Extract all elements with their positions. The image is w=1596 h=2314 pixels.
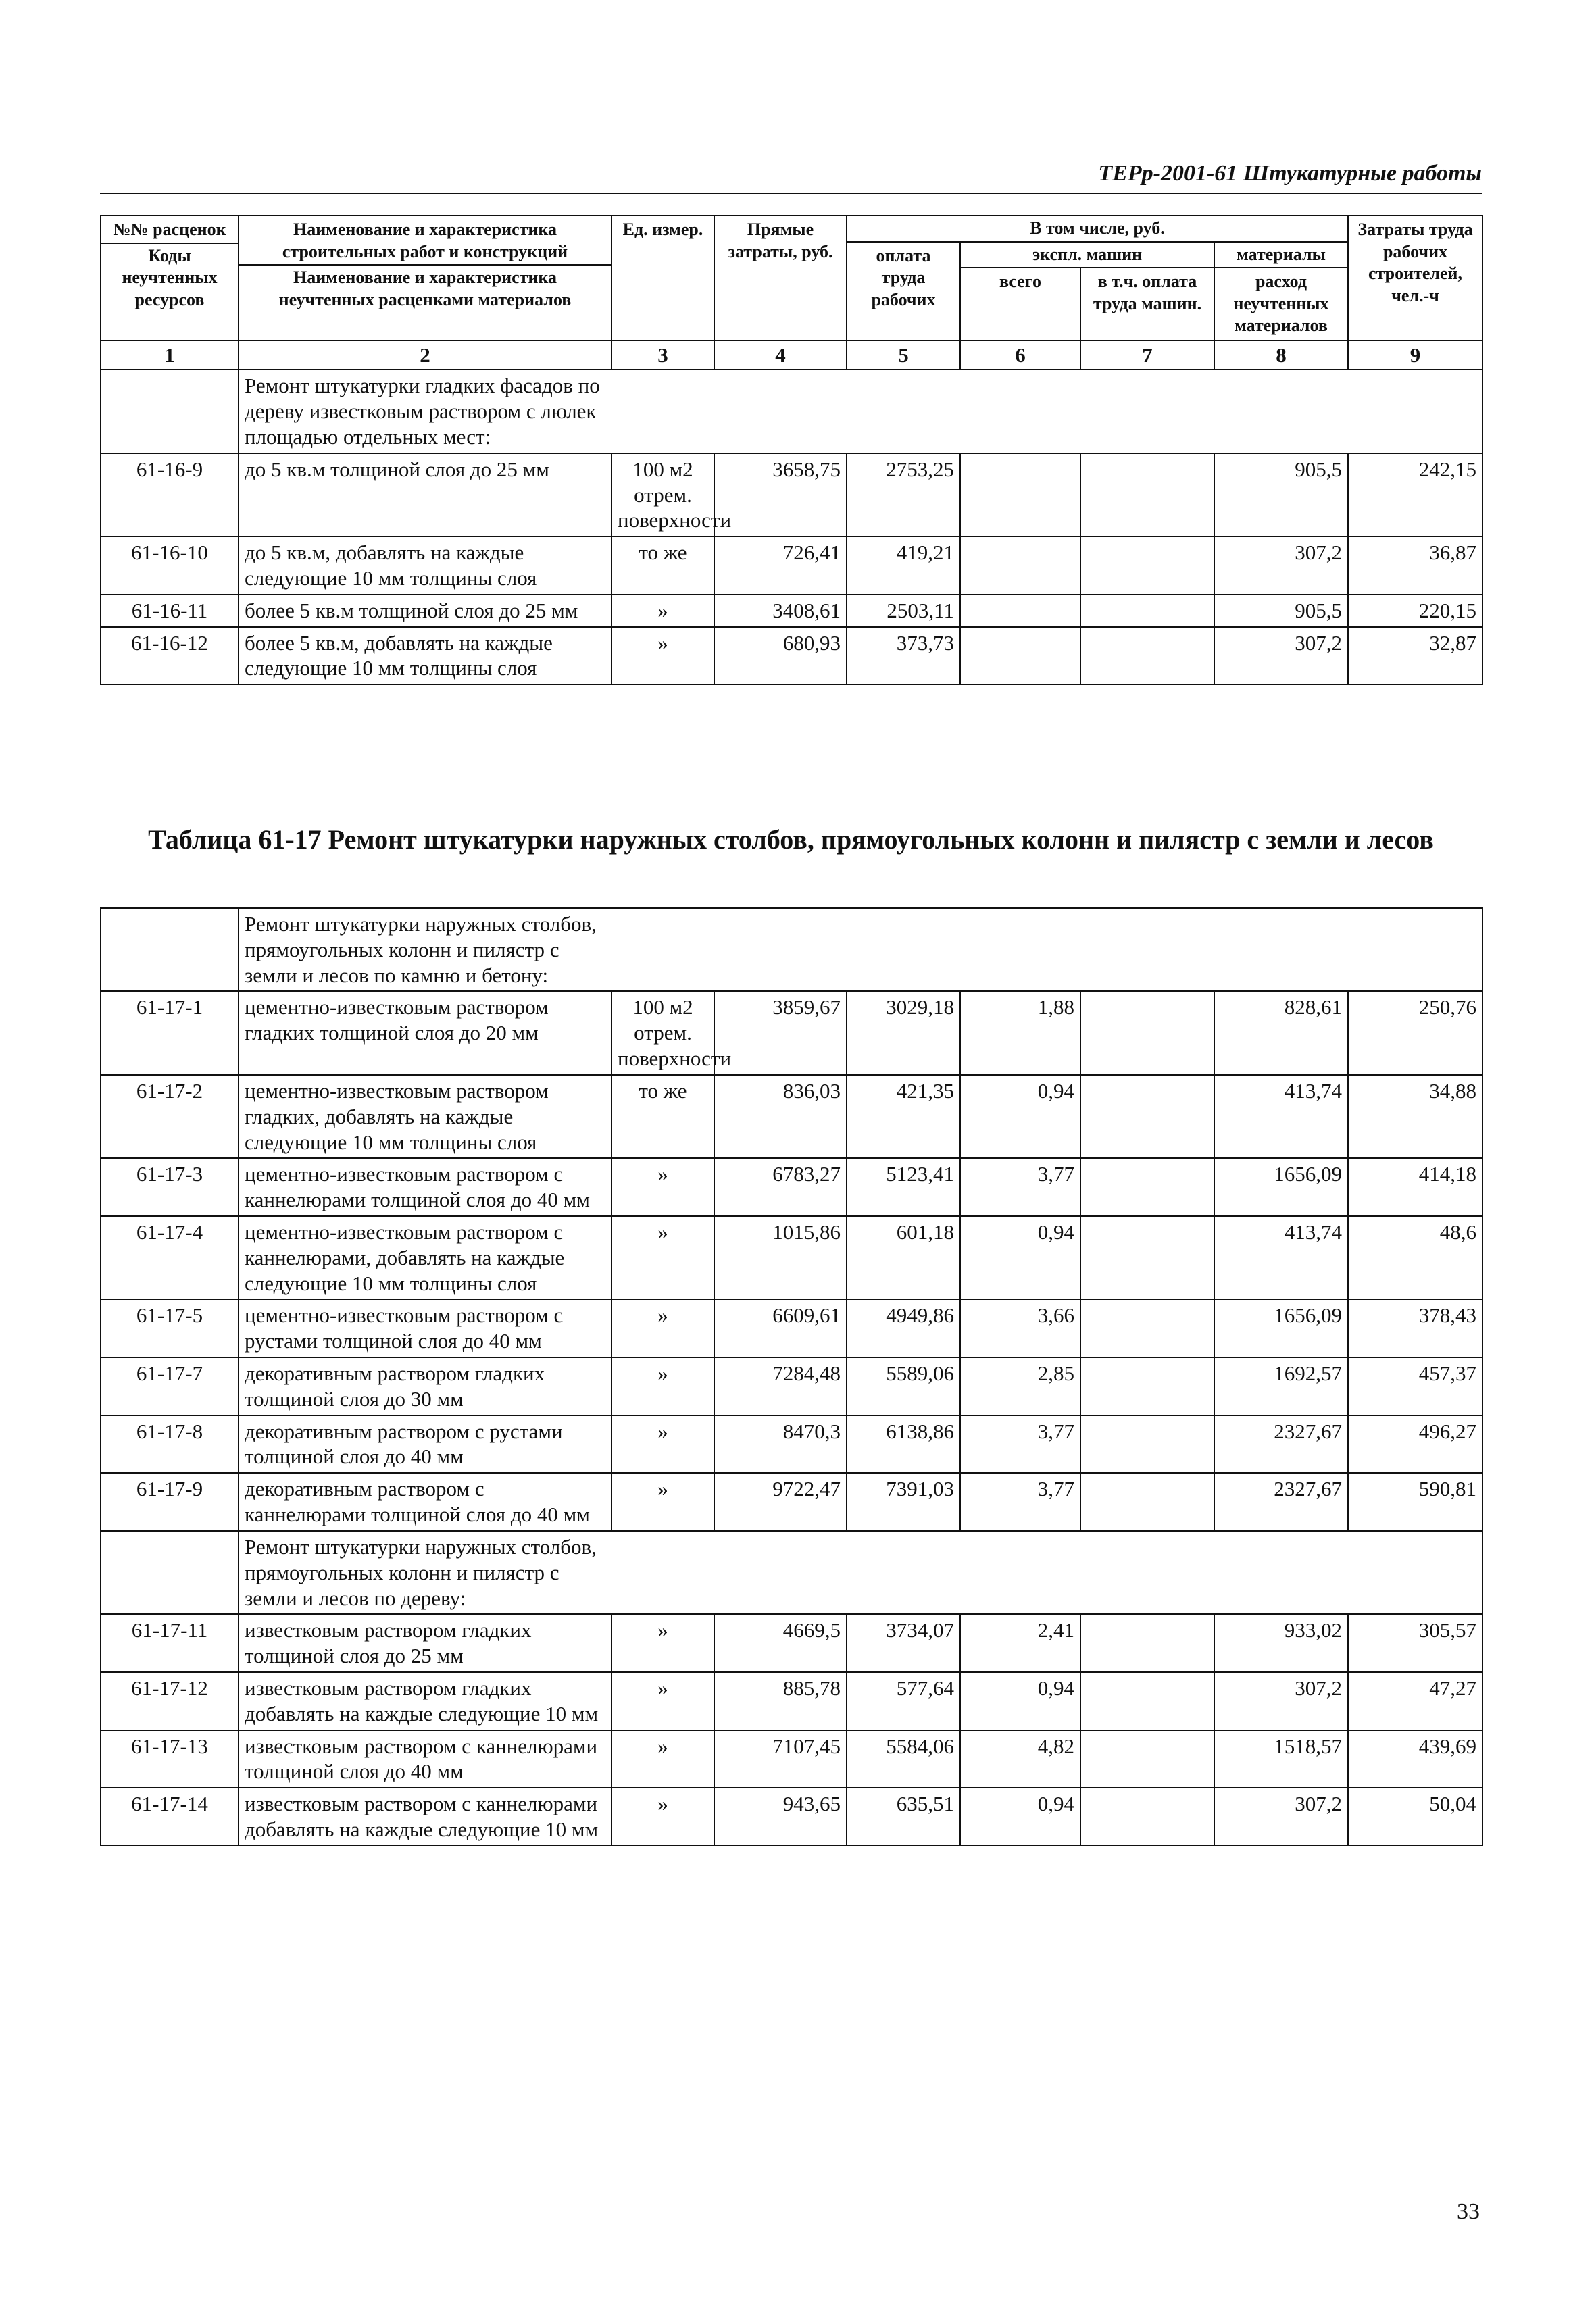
column-number: 4 xyxy=(714,341,847,370)
running-header: ТЕРр-2001-61 Штукатурные работы xyxy=(1098,161,1482,186)
column-number: 8 xyxy=(1214,341,1348,370)
table-row xyxy=(101,991,1482,1074)
column-number: 6 xyxy=(960,341,1080,370)
labor-hours: 36,87 xyxy=(1348,536,1482,595)
table-row xyxy=(101,1075,1482,1158)
column-number: 9 xyxy=(1348,341,1482,370)
rate-code: 61-17-9 xyxy=(101,1473,239,1531)
col-header-materials-unaccounted: расход неучтенных материалов xyxy=(1214,268,1348,341)
materials: 413,74 xyxy=(1214,1216,1348,1299)
unit: » xyxy=(612,595,714,627)
table-header xyxy=(101,216,1482,370)
page-number: 33 xyxy=(1457,2199,1480,2224)
machines-labor xyxy=(1080,991,1214,1074)
rate-code: 61-16-9 xyxy=(101,453,239,536)
work-name: до 5 кв.м, добавлять на каждые следующие 10 мм толщины слоя xyxy=(239,536,612,595)
direct-cost: 836,03 xyxy=(714,1075,847,1158)
machines-labor xyxy=(1080,595,1214,627)
machines-labor xyxy=(1080,1473,1214,1531)
work-name: цементно-известковым раствором с каннелюрами толщиной слоя до 40 мм xyxy=(239,1158,612,1216)
rate-code: 61-17-5 xyxy=(101,1299,239,1357)
table-row xyxy=(101,1216,1482,1299)
table-row xyxy=(101,1357,1482,1415)
col-header-machines-labor: в т.ч. оплата труда машин. xyxy=(1080,268,1214,341)
rate-code: 61-17-1 xyxy=(101,991,239,1074)
labor-pay: 601,18 xyxy=(847,1216,960,1299)
unit: » xyxy=(612,1672,714,1730)
materials: 2327,67 xyxy=(1214,1415,1348,1474)
machines-labor xyxy=(1080,1216,1214,1299)
labor-hours: 47,27 xyxy=(1348,1672,1482,1730)
direct-cost: 6783,27 xyxy=(714,1158,847,1216)
column-number: 5 xyxy=(847,341,960,370)
machines-total: 0,94 xyxy=(960,1075,1080,1158)
materials: 413,74 xyxy=(1214,1075,1348,1158)
table-row xyxy=(101,1158,1482,1216)
machines-total: 0,94 xyxy=(960,1216,1080,1299)
machines-total: 4,82 xyxy=(960,1730,1080,1788)
labor-hours: 220,15 xyxy=(1348,595,1482,627)
labor-pay: 577,64 xyxy=(847,1672,960,1730)
labor-pay: 6138,86 xyxy=(847,1415,960,1474)
labor-hours: 590,81 xyxy=(1348,1473,1482,1531)
machines-labor xyxy=(1080,1672,1214,1730)
table-row xyxy=(101,536,1482,595)
machines-total xyxy=(960,627,1080,685)
machines-total: 1,88 xyxy=(960,991,1080,1074)
machines-labor xyxy=(1080,536,1214,595)
direct-cost: 885,78 xyxy=(714,1672,847,1730)
rate-code: 61-16-10 xyxy=(101,536,239,595)
direct-cost: 680,93 xyxy=(714,627,847,685)
direct-cost: 9722,47 xyxy=(714,1473,847,1531)
machines-labor xyxy=(1080,1415,1214,1474)
table-row xyxy=(101,1299,1482,1357)
labor-hours: 439,69 xyxy=(1348,1730,1482,1788)
labor-pay: 5589,06 xyxy=(847,1357,960,1415)
labor-pay: 5123,41 xyxy=(847,1158,960,1216)
table-row xyxy=(101,1415,1482,1474)
col-header-machines: экспл. машин xyxy=(960,242,1214,268)
machines-labor xyxy=(1080,1788,1214,1846)
col-header-direct-cost: Прямые затраты, руб. xyxy=(714,216,847,341)
machines-labor xyxy=(1080,1614,1214,1672)
machines-labor xyxy=(1080,1158,1214,1216)
column-number: 7 xyxy=(1080,341,1214,370)
direct-cost: 1015,86 xyxy=(714,1216,847,1299)
column-number: 3 xyxy=(612,341,714,370)
section-title: Ремонт штукатурки гладких фасадов по дереву известковым раствором с люлек площадью отдельных мест: xyxy=(245,374,600,449)
rate-code: 61-17-12 xyxy=(101,1672,239,1730)
work-name: цементно-известковым раствором с каннелюрами, добавлять на каждые следующие 10 мм толщины слоя xyxy=(239,1216,612,1299)
direct-cost: 726,41 xyxy=(714,536,847,595)
unit: » xyxy=(612,1158,714,1216)
col-header-group: В том числе, руб. xyxy=(847,216,1348,242)
col-header-material-name: Наименование и характеристика неучтенных расценками материалов xyxy=(278,268,572,309)
machines-total: 2,41 xyxy=(960,1614,1080,1672)
machines-total: 3,66 xyxy=(960,1299,1080,1357)
table-row xyxy=(101,595,1482,627)
unit: » xyxy=(612,1730,714,1788)
column-number: 2 xyxy=(239,341,612,370)
col-header-rate-number: №№ расценок xyxy=(101,219,238,244)
unit: » xyxy=(612,1415,714,1474)
section-row xyxy=(101,908,1482,991)
direct-cost: 3859,67 xyxy=(714,991,847,1074)
labor-pay: 4949,86 xyxy=(847,1299,960,1357)
machines-total xyxy=(960,595,1080,627)
col-header-labor-hours: Затраты труда рабочих строителей, чел.-ч xyxy=(1348,216,1482,341)
labor-hours: 32,87 xyxy=(1348,627,1482,685)
direct-cost: 3658,75 xyxy=(714,453,847,536)
rates-table-61-16 xyxy=(100,215,1483,685)
table-caption: Таблица 61-17 Ремонт штукатурки наружных столбов, прямоугольных колонн и пилястр с земли и лесов xyxy=(148,824,1434,855)
rates-table-61-17 xyxy=(100,907,1483,1846)
materials: 2327,67 xyxy=(1214,1473,1348,1531)
work-name: цементно-известковым раствором с рустами толщиной слоя до 40 мм xyxy=(239,1299,612,1357)
table-row xyxy=(101,1730,1482,1788)
machines-total xyxy=(960,453,1080,536)
labor-hours: 250,76 xyxy=(1348,991,1482,1074)
machines-labor xyxy=(1080,453,1214,536)
materials: 307,2 xyxy=(1214,1672,1348,1730)
materials: 905,5 xyxy=(1214,453,1348,536)
machines-total: 0,94 xyxy=(960,1672,1080,1730)
section-title: Ремонт штукатурки наружных столбов, прямоугольных колонн и пилястр с земли и лесов по дереву: xyxy=(245,1534,597,1610)
machines-total: 3,77 xyxy=(960,1473,1080,1531)
labor-pay: 7391,03 xyxy=(847,1473,960,1531)
unit: » xyxy=(612,1216,714,1299)
labor-pay: 2753,25 xyxy=(847,453,960,536)
unit: 100 м2 отрем. поверхности xyxy=(612,453,714,536)
labor-hours: 34,88 xyxy=(1348,1075,1482,1158)
labor-pay: 635,51 xyxy=(847,1788,960,1846)
table-row xyxy=(101,1788,1482,1846)
direct-cost: 7284,48 xyxy=(714,1357,847,1415)
table-row xyxy=(101,627,1482,685)
materials: 933,02 xyxy=(1214,1614,1348,1672)
rate-code: 61-16-11 xyxy=(101,595,239,627)
unit: » xyxy=(612,1299,714,1357)
column-number-row xyxy=(101,341,1482,370)
materials: 1692,57 xyxy=(1214,1357,1348,1415)
labor-hours: 414,18 xyxy=(1348,1158,1482,1216)
materials: 307,2 xyxy=(1214,536,1348,595)
section-row xyxy=(101,370,1482,453)
machines-total xyxy=(960,536,1080,595)
rate-code: 61-17-3 xyxy=(101,1158,239,1216)
direct-cost: 7107,45 xyxy=(714,1730,847,1788)
labor-hours: 378,43 xyxy=(1348,1299,1482,1357)
unit: то же xyxy=(612,536,714,595)
unit: » xyxy=(612,1357,714,1415)
work-name: известковым раствором с каннелюрами добавлять на каждые следующие 10 мм xyxy=(239,1788,612,1846)
labor-pay: 2503,11 xyxy=(847,595,960,627)
col-header-work-name: Наименование и характеристика строительных работ и конструкций xyxy=(239,219,611,266)
machines-labor xyxy=(1080,1357,1214,1415)
col-header-unit: Ед. измер. xyxy=(612,216,714,341)
labor-pay: 3734,07 xyxy=(847,1614,960,1672)
table-row xyxy=(101,453,1482,536)
table-row xyxy=(101,1672,1482,1730)
unit: » xyxy=(612,627,714,685)
col-header-materials: материалы xyxy=(1214,242,1348,268)
unit: » xyxy=(612,1614,714,1672)
machines-total: 3,77 xyxy=(960,1158,1080,1216)
unit: » xyxy=(612,1473,714,1531)
rate-code: 61-17-11 xyxy=(101,1614,239,1672)
labor-hours: 496,27 xyxy=(1348,1415,1482,1474)
machines-total: 2,85 xyxy=(960,1357,1080,1415)
work-name: декоративным раствором с рустами толщиной слоя до 40 мм xyxy=(239,1415,612,1474)
machines-labor xyxy=(1080,1730,1214,1788)
work-name: до 5 кв.м толщиной слоя до 25 мм xyxy=(239,453,612,536)
labor-hours: 50,04 xyxy=(1348,1788,1482,1846)
materials: 307,2 xyxy=(1214,627,1348,685)
direct-cost: 8470,3 xyxy=(714,1415,847,1474)
direct-cost: 4669,5 xyxy=(714,1614,847,1672)
work-name: более 5 кв.м толщиной слоя до 25 мм xyxy=(239,595,612,627)
labor-pay: 373,73 xyxy=(847,627,960,685)
materials: 1656,09 xyxy=(1214,1299,1348,1357)
materials: 905,5 xyxy=(1214,595,1348,627)
col-header-name xyxy=(239,216,612,341)
direct-cost: 3408,61 xyxy=(714,595,847,627)
rate-code: 61-17-7 xyxy=(101,1357,239,1415)
machines-labor xyxy=(1080,1075,1214,1158)
rate-code: 61-17-13 xyxy=(101,1730,239,1788)
work-name: декоративным раствором с каннелюрами толщиной слоя до 40 мм xyxy=(239,1473,612,1531)
machines-labor xyxy=(1080,1299,1214,1357)
unit: 100 м2 отрем. поверхности xyxy=(612,991,714,1074)
rate-code: 61-17-4 xyxy=(101,1216,239,1299)
col-header-resource-codes: Коды неучтенных ресурсов xyxy=(122,245,218,309)
col-header-codes xyxy=(101,216,239,341)
col-header-machines-total: всего xyxy=(960,268,1080,341)
rate-code: 61-16-12 xyxy=(101,627,239,685)
machines-total: 3,77 xyxy=(960,1415,1080,1474)
labor-hours: 48,6 xyxy=(1348,1216,1482,1299)
col-header-labor-pay: оплата труда рабочих xyxy=(847,242,960,341)
direct-cost: 943,65 xyxy=(714,1788,847,1846)
labor-hours: 242,15 xyxy=(1348,453,1482,536)
work-name: известковым раствором с каннелюрами толщиной слоя до 40 мм xyxy=(239,1730,612,1788)
unit: » xyxy=(612,1788,714,1846)
materials: 307,2 xyxy=(1214,1788,1348,1846)
rate-code: 61-17-14 xyxy=(101,1788,239,1846)
materials: 1518,57 xyxy=(1214,1730,1348,1788)
section-title: Ремонт штукатурки наружных столбов, прямоугольных колонн и пилястр с земли и лесов по камню и бетону: xyxy=(245,912,597,987)
section-row xyxy=(101,1531,1482,1614)
header-rule xyxy=(100,193,1482,194)
work-name: известковым раствором гладких толщиной слоя до 25 мм xyxy=(239,1614,612,1672)
labor-pay: 3029,18 xyxy=(847,991,960,1074)
work-name: декоративным раствором гладких толщиной слоя до 30 мм xyxy=(239,1357,612,1415)
materials: 1656,09 xyxy=(1214,1158,1348,1216)
table-row xyxy=(101,1473,1482,1531)
work-name: цементно-известковым раствором гладких толщиной слоя до 20 мм xyxy=(239,991,612,1074)
labor-hours: 457,37 xyxy=(1348,1357,1482,1415)
work-name: более 5 кв.м, добавлять на каждые следующие 10 мм толщины слоя xyxy=(239,627,612,685)
direct-cost: 6609,61 xyxy=(714,1299,847,1357)
machines-labor xyxy=(1080,627,1214,685)
labor-pay: 419,21 xyxy=(847,536,960,595)
table-body xyxy=(101,908,1482,1846)
labor-pay: 421,35 xyxy=(847,1075,960,1158)
work-name: цементно-известковым раствором гладких, добавлять на каждые следующие 10 мм толщины слоя xyxy=(239,1075,612,1158)
column-number: 1 xyxy=(101,341,239,370)
table-row xyxy=(101,1614,1482,1672)
work-name: известковым раствором гладких добавлять на каждые следующие 10 мм xyxy=(239,1672,612,1730)
rate-code: 61-17-8 xyxy=(101,1415,239,1474)
unit: то же xyxy=(612,1075,714,1158)
labor-pay: 5584,06 xyxy=(847,1730,960,1788)
rate-code: 61-17-2 xyxy=(101,1075,239,1158)
table-body xyxy=(101,370,1482,684)
labor-hours: 305,57 xyxy=(1348,1614,1482,1672)
machines-total: 0,94 xyxy=(960,1788,1080,1846)
materials: 828,61 xyxy=(1214,991,1348,1074)
